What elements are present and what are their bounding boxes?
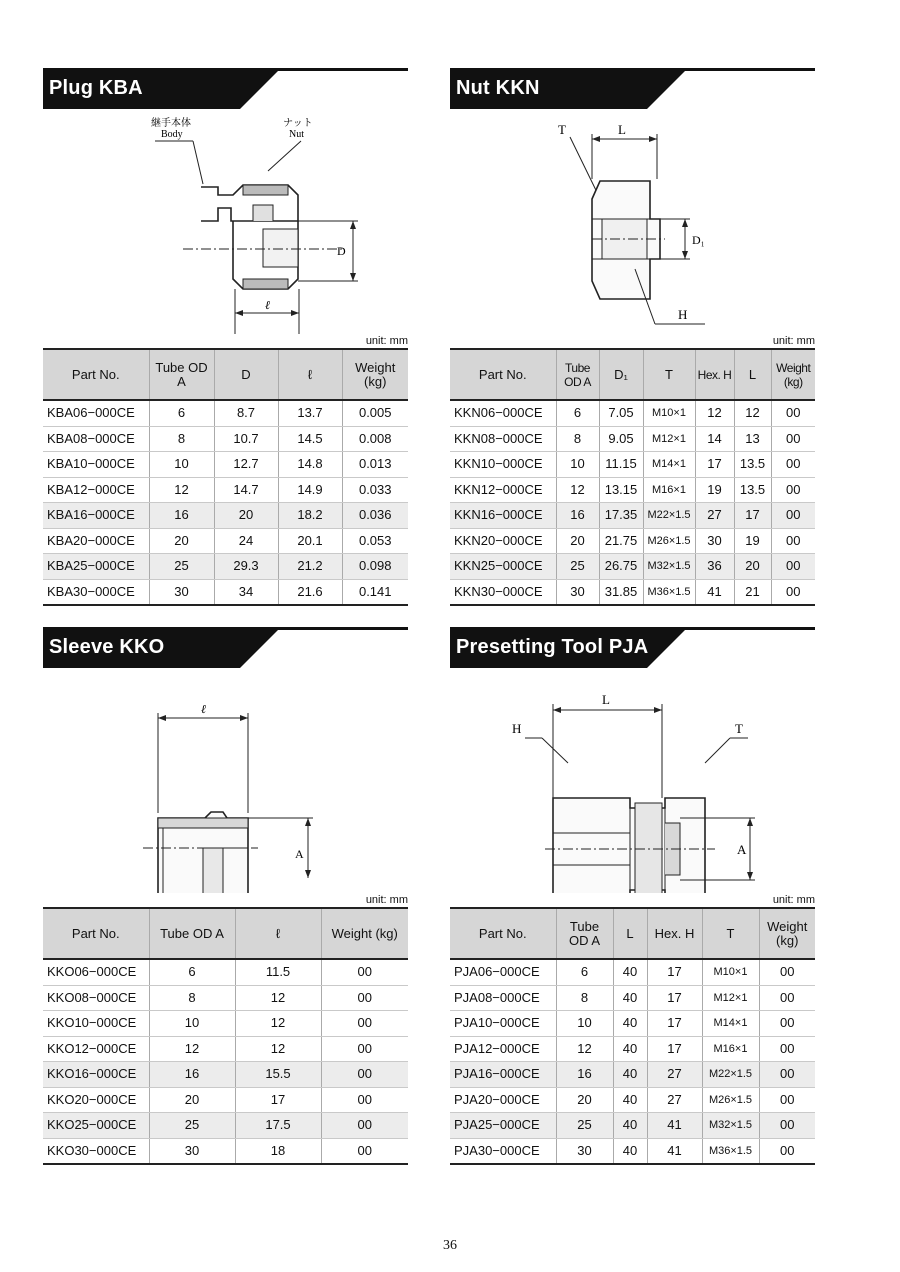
header-cell: L — [613, 908, 647, 959]
table-cell: KKN25−000CE — [450, 554, 556, 580]
table-cell: 00 — [321, 1113, 408, 1139]
plug-kba-diagram — [43, 109, 408, 334]
diagram-label: 継手本体 — [151, 118, 191, 129]
table-cell: 7.05 — [599, 400, 643, 426]
table-row — [43, 1062, 408, 1088]
diagram-label: T — [735, 721, 743, 736]
table-cell: KKN30−000CE — [450, 579, 556, 605]
table-cell: M12×1 — [643, 426, 695, 452]
table-row — [43, 985, 408, 1011]
table-row — [450, 400, 815, 426]
table-cell: 16 — [149, 1062, 235, 1088]
table-cell: 17 — [647, 1036, 702, 1062]
header-cell: Tube OD A — [556, 908, 613, 959]
table-row — [450, 1011, 815, 1037]
table-cell: M10×1 — [643, 400, 695, 426]
table-row — [43, 477, 408, 503]
table-header-row — [450, 349, 815, 400]
table-cell: 8 — [149, 985, 235, 1011]
table-cell: 25 — [149, 554, 214, 580]
header-cell: Part No. — [43, 349, 149, 400]
section-title: Plug KBA — [49, 77, 143, 99]
table-cell: 36 — [695, 554, 734, 580]
table-cell: 40 — [613, 985, 647, 1011]
table-cell: 00 — [771, 579, 815, 605]
section-banner — [43, 68, 408, 109]
table-cell: 12 — [235, 1011, 321, 1037]
header-cell: Part No. — [43, 908, 149, 959]
table-cell: 21.75 — [599, 528, 643, 554]
table-cell: KBA12−000CE — [43, 477, 149, 503]
presetting-tool-pja-table — [450, 907, 815, 1165]
table-cell: PJA08−000CE — [450, 985, 556, 1011]
table-cell: 00 — [321, 985, 408, 1011]
table-cell: 15.5 — [235, 1062, 321, 1088]
table-row — [43, 503, 408, 529]
table-row — [450, 1087, 815, 1113]
table-row — [43, 579, 408, 605]
header-cell: L — [734, 349, 771, 400]
plug-kba-drawing — [43, 109, 408, 334]
table-cell: 30 — [695, 528, 734, 554]
table-cell: 19 — [734, 528, 771, 554]
table-cell: 30 — [556, 579, 599, 605]
table-cell: 8 — [149, 426, 214, 452]
table-cell: 25 — [149, 1113, 235, 1139]
section-plug-kba — [43, 68, 408, 606]
table-cell: 16 — [556, 1062, 613, 1088]
table-cell: PJA30−000CE — [450, 1138, 556, 1164]
table-cell: 00 — [759, 1087, 815, 1113]
header-cell: Tube OD A — [149, 349, 214, 400]
section-nut-kkn — [450, 68, 815, 606]
table-cell: 00 — [771, 503, 815, 529]
table-cell: 0.033 — [342, 477, 408, 503]
table-cell: 6 — [149, 400, 214, 426]
table-row — [43, 1011, 408, 1037]
table-cell: KKN08−000CE — [450, 426, 556, 452]
table-cell: 6 — [556, 959, 613, 985]
table-cell: 19 — [695, 477, 734, 503]
diagram-label: ナット — [283, 118, 313, 129]
table-row — [450, 959, 815, 985]
table-row — [43, 1087, 408, 1113]
table-cell: 21.2 — [278, 554, 342, 580]
table-cell: 14.5 — [278, 426, 342, 452]
table-cell: 27 — [695, 503, 734, 529]
table-cell: 00 — [771, 477, 815, 503]
unit-label: unit: mm — [772, 894, 815, 906]
table-row — [450, 528, 815, 554]
table-cell: 00 — [771, 554, 815, 580]
unit-label: unit: mm — [772, 335, 815, 347]
diagram-label: H — [678, 307, 688, 322]
presetting-tool-pja-diagram — [450, 668, 815, 893]
table-cell: M12×1 — [702, 985, 759, 1011]
header-cell: Weight (kg) — [771, 349, 815, 400]
table-cell: M36×1.5 — [643, 579, 695, 605]
table-cell: 21 — [734, 579, 771, 605]
header-cell: Tube OD A — [149, 908, 235, 959]
nut-kkn-diagram — [450, 109, 815, 334]
diagram-label: Body — [161, 129, 183, 140]
table-cell: M32×1.5 — [643, 554, 695, 580]
table-cell: 34 — [214, 579, 278, 605]
table-cell: 40 — [613, 959, 647, 985]
table-cell: 41 — [647, 1113, 702, 1139]
table-cell: 00 — [759, 1138, 815, 1164]
diagram-label: A — [737, 842, 747, 857]
table-cell: KBA30−000CE — [43, 579, 149, 605]
page-number: 36 — [443, 1238, 457, 1253]
table-cell: 14.9 — [278, 477, 342, 503]
table-cell: 0.098 — [342, 554, 408, 580]
header-cell: Weight (kg) — [321, 908, 408, 959]
table-row — [43, 959, 408, 985]
table-cell: 27 — [647, 1087, 702, 1113]
table-cell: 00 — [771, 426, 815, 452]
table-cell: 00 — [321, 1087, 408, 1113]
table-cell: KKO10−000CE — [43, 1011, 149, 1037]
table-cell: 17 — [647, 985, 702, 1011]
table-cell: KBA25−000CE — [43, 554, 149, 580]
table-cell: 26.75 — [599, 554, 643, 580]
table-cell: 27 — [647, 1062, 702, 1088]
table-cell: 20 — [734, 554, 771, 580]
table-cell: KKO12−000CE — [43, 1036, 149, 1062]
table-row — [450, 1062, 815, 1088]
header-cell: Weight (kg) — [342, 349, 408, 400]
table-row — [43, 554, 408, 580]
table-cell: 12 — [149, 477, 214, 503]
table-cell: 10 — [556, 452, 599, 478]
table-cell: M14×1 — [702, 1011, 759, 1037]
table-cell: 00 — [321, 1011, 408, 1037]
table-row — [450, 985, 815, 1011]
table-cell: 16 — [149, 503, 214, 529]
header-cell: T — [643, 349, 695, 400]
table-cell: 00 — [321, 959, 408, 985]
table-cell: KKO20−000CE — [43, 1087, 149, 1113]
section-banner — [450, 68, 815, 109]
table-cell: 20.1 — [278, 528, 342, 554]
diagram-label: Nut — [289, 129, 304, 140]
diagram-label: T — [558, 122, 566, 137]
table-cell: KKN06−000CE — [450, 400, 556, 426]
table-cell: 12.7 — [214, 452, 278, 478]
table-cell: KKO25−000CE — [43, 1113, 149, 1139]
diagram-label: H — [512, 721, 522, 736]
table-cell: 30 — [149, 579, 214, 605]
table-cell: 0.053 — [342, 528, 408, 554]
header-cell: D₁ — [599, 349, 643, 400]
table-cell: PJA10−000CE — [450, 1011, 556, 1037]
diagram-label: ℓ — [265, 298, 270, 312]
table-cell: 0.005 — [342, 400, 408, 426]
table-cell: 17 — [647, 1011, 702, 1037]
table-cell: 8.7 — [214, 400, 278, 426]
table-cell: 20 — [149, 528, 214, 554]
table-cell: 13 — [734, 426, 771, 452]
table-row — [450, 503, 815, 529]
table-cell: 9.05 — [599, 426, 643, 452]
header-cell: Hex. H — [647, 908, 702, 959]
table-header-row — [43, 908, 408, 959]
table-cell: 40 — [613, 1113, 647, 1139]
table-cell: 40 — [613, 1011, 647, 1037]
table-cell: 40 — [613, 1138, 647, 1164]
table-cell: 0.036 — [342, 503, 408, 529]
table-cell: PJA16−000CE — [450, 1062, 556, 1088]
table-cell: 18.2 — [278, 503, 342, 529]
table-cell: 21.6 — [278, 579, 342, 605]
table-cell: 00 — [759, 1036, 815, 1062]
nut-kkn-drawing — [450, 109, 815, 334]
table-cell: KKN16−000CE — [450, 503, 556, 529]
table-cell: 00 — [321, 1138, 408, 1164]
table-cell: KKO30−000CE — [43, 1138, 149, 1164]
section-title: Sleeve KKO — [49, 636, 165, 658]
table-cell: PJA20−000CE — [450, 1087, 556, 1113]
diagram-label: D₁ — [692, 233, 705, 247]
table-cell: 17 — [734, 503, 771, 529]
presetting-tool-pja-drawing — [450, 668, 815, 893]
table-cell: KBA08−000CE — [43, 426, 149, 452]
table-cell: 12 — [734, 400, 771, 426]
table-cell: 40 — [613, 1062, 647, 1088]
table-header-row — [450, 908, 815, 959]
table-cell: 40 — [613, 1036, 647, 1062]
table-cell: M26×1.5 — [643, 528, 695, 554]
table-cell: 17.35 — [599, 503, 643, 529]
diagram-label: L — [602, 692, 610, 707]
table-header-row — [43, 349, 408, 400]
diagram-label: ℓ — [201, 702, 206, 716]
table-cell: 0.141 — [342, 579, 408, 605]
table-cell: 8 — [556, 426, 599, 452]
table-cell: 20 — [214, 503, 278, 529]
plug-kba-table — [43, 348, 408, 606]
section-banner — [43, 627, 408, 668]
header-cell: ℓ — [278, 349, 342, 400]
table-cell: 17 — [695, 452, 734, 478]
sleeve-kko-table — [43, 907, 408, 1165]
diagram-label: A — [295, 847, 304, 861]
table-row — [450, 426, 815, 452]
table-cell: 00 — [759, 959, 815, 985]
section-presetting-tool-pja — [450, 627, 815, 1165]
table-cell: KBA10−000CE — [43, 452, 149, 478]
table-cell: PJA06−000CE — [450, 959, 556, 985]
table-cell: 25 — [556, 1113, 613, 1139]
nut-kkn-table — [450, 348, 815, 606]
table-cell: M14×1 — [643, 452, 695, 478]
table-cell: 00 — [771, 528, 815, 554]
table-cell: 00 — [321, 1062, 408, 1088]
diagram-label: D — [337, 244, 346, 258]
table-cell: PJA25−000CE — [450, 1113, 556, 1139]
table-cell: 41 — [647, 1138, 702, 1164]
table-row — [450, 554, 815, 580]
table-cell: 10 — [556, 1011, 613, 1037]
table-cell: 16 — [556, 503, 599, 529]
table-row — [43, 426, 408, 452]
section-sleeve-kko — [43, 627, 408, 1165]
table-row — [450, 452, 815, 478]
table-cell: 10.7 — [214, 426, 278, 452]
table-cell: 6 — [149, 959, 235, 985]
table-cell: 40 — [613, 1087, 647, 1113]
table-row — [450, 1113, 815, 1139]
table-cell: KKN12−000CE — [450, 477, 556, 503]
table-cell: 13.5 — [734, 452, 771, 478]
table-row — [450, 1138, 815, 1164]
table-cell: M16×1 — [702, 1036, 759, 1062]
table-cell: 13.5 — [734, 477, 771, 503]
table-cell: M36×1.5 — [702, 1138, 759, 1164]
table-cell: KBA16−000CE — [43, 503, 149, 529]
table-row — [43, 528, 408, 554]
table-cell: 12 — [235, 985, 321, 1011]
header-cell: Hex. H — [695, 349, 734, 400]
table-row — [450, 1036, 815, 1062]
header-cell: Part No. — [450, 349, 556, 400]
table-cell: 10 — [149, 1011, 235, 1037]
table-row — [43, 452, 408, 478]
table-cell: 17 — [235, 1087, 321, 1113]
unit-label: unit: mm — [365, 894, 408, 906]
table-cell: 14 — [695, 426, 734, 452]
table-cell: 30 — [556, 1138, 613, 1164]
table-cell: 00 — [759, 1062, 815, 1088]
table-cell: M32×1.5 — [702, 1113, 759, 1139]
table-cell: 00 — [759, 1113, 815, 1139]
table-row — [450, 579, 815, 605]
table-row — [43, 400, 408, 426]
unit-label: unit: mm — [365, 335, 408, 347]
table-cell: 12 — [149, 1036, 235, 1062]
header-cell: T — [702, 908, 759, 959]
table-row — [43, 1113, 408, 1139]
table-cell: 8 — [556, 985, 613, 1011]
header-cell: Part No. — [450, 908, 556, 959]
table-cell: KBA06−000CE — [43, 400, 149, 426]
table-cell: M26×1.5 — [702, 1087, 759, 1113]
table-row — [43, 1138, 408, 1164]
table-cell: 12 — [235, 1036, 321, 1062]
table-row — [43, 1036, 408, 1062]
header-cell: Tube OD A — [556, 349, 599, 400]
table-cell: M22×1.5 — [702, 1062, 759, 1088]
table-cell: M10×1 — [702, 959, 759, 985]
table-cell: 13.15 — [599, 477, 643, 503]
table-cell: 12 — [695, 400, 734, 426]
table-cell: 6 — [556, 400, 599, 426]
sleeve-kko-drawing — [43, 668, 408, 893]
table-cell: 24 — [214, 528, 278, 554]
table-row — [450, 477, 815, 503]
header-cell: Weight (kg) — [759, 908, 815, 959]
table-cell: 00 — [771, 400, 815, 426]
table-cell: 0.008 — [342, 426, 408, 452]
table-cell: KKO08−000CE — [43, 985, 149, 1011]
header-cell: ℓ — [235, 908, 321, 959]
header-cell: D — [214, 349, 278, 400]
table-cell: 14.8 — [278, 452, 342, 478]
section-title: Presetting Tool PJA — [456, 636, 649, 658]
table-cell: 13.7 — [278, 400, 342, 426]
table-cell: M22×1.5 — [643, 503, 695, 529]
table-cell: 20 — [556, 528, 599, 554]
table-cell: KKN10−000CE — [450, 452, 556, 478]
table-cell: KBA20−000CE — [43, 528, 149, 554]
table-cell: 17.5 — [235, 1113, 321, 1139]
table-cell: 25 — [556, 554, 599, 580]
table-cell: KKN20−000CE — [450, 528, 556, 554]
table-cell: 11.5 — [235, 959, 321, 985]
table-cell: 00 — [321, 1036, 408, 1062]
section-banner — [450, 627, 815, 668]
table-cell: KKO16−000CE — [43, 1062, 149, 1088]
sleeve-kko-diagram — [43, 668, 408, 893]
table-cell: KKO06−000CE — [43, 959, 149, 985]
table-cell: 18 — [235, 1138, 321, 1164]
table-cell: 12 — [556, 477, 599, 503]
table-cell: 00 — [759, 985, 815, 1011]
table-cell: 00 — [771, 452, 815, 478]
table-cell: 00 — [759, 1011, 815, 1037]
table-cell: 11.15 — [599, 452, 643, 478]
section-title: Nut KKN — [456, 77, 540, 99]
table-cell: 20 — [149, 1087, 235, 1113]
table-cell: 31.85 — [599, 579, 643, 605]
table-cell: 29.3 — [214, 554, 278, 580]
table-cell: 20 — [556, 1087, 613, 1113]
table-cell: 14.7 — [214, 477, 278, 503]
table-cell: 30 — [149, 1138, 235, 1164]
table-cell: 12 — [556, 1036, 613, 1062]
diagram-label: L — [618, 122, 626, 137]
table-cell: 17 — [647, 959, 702, 985]
table-cell: M16×1 — [643, 477, 695, 503]
table-cell: 41 — [695, 579, 734, 605]
table-cell: 0.013 — [342, 452, 408, 478]
table-cell: PJA12−000CE — [450, 1036, 556, 1062]
table-cell: 10 — [149, 452, 214, 478]
